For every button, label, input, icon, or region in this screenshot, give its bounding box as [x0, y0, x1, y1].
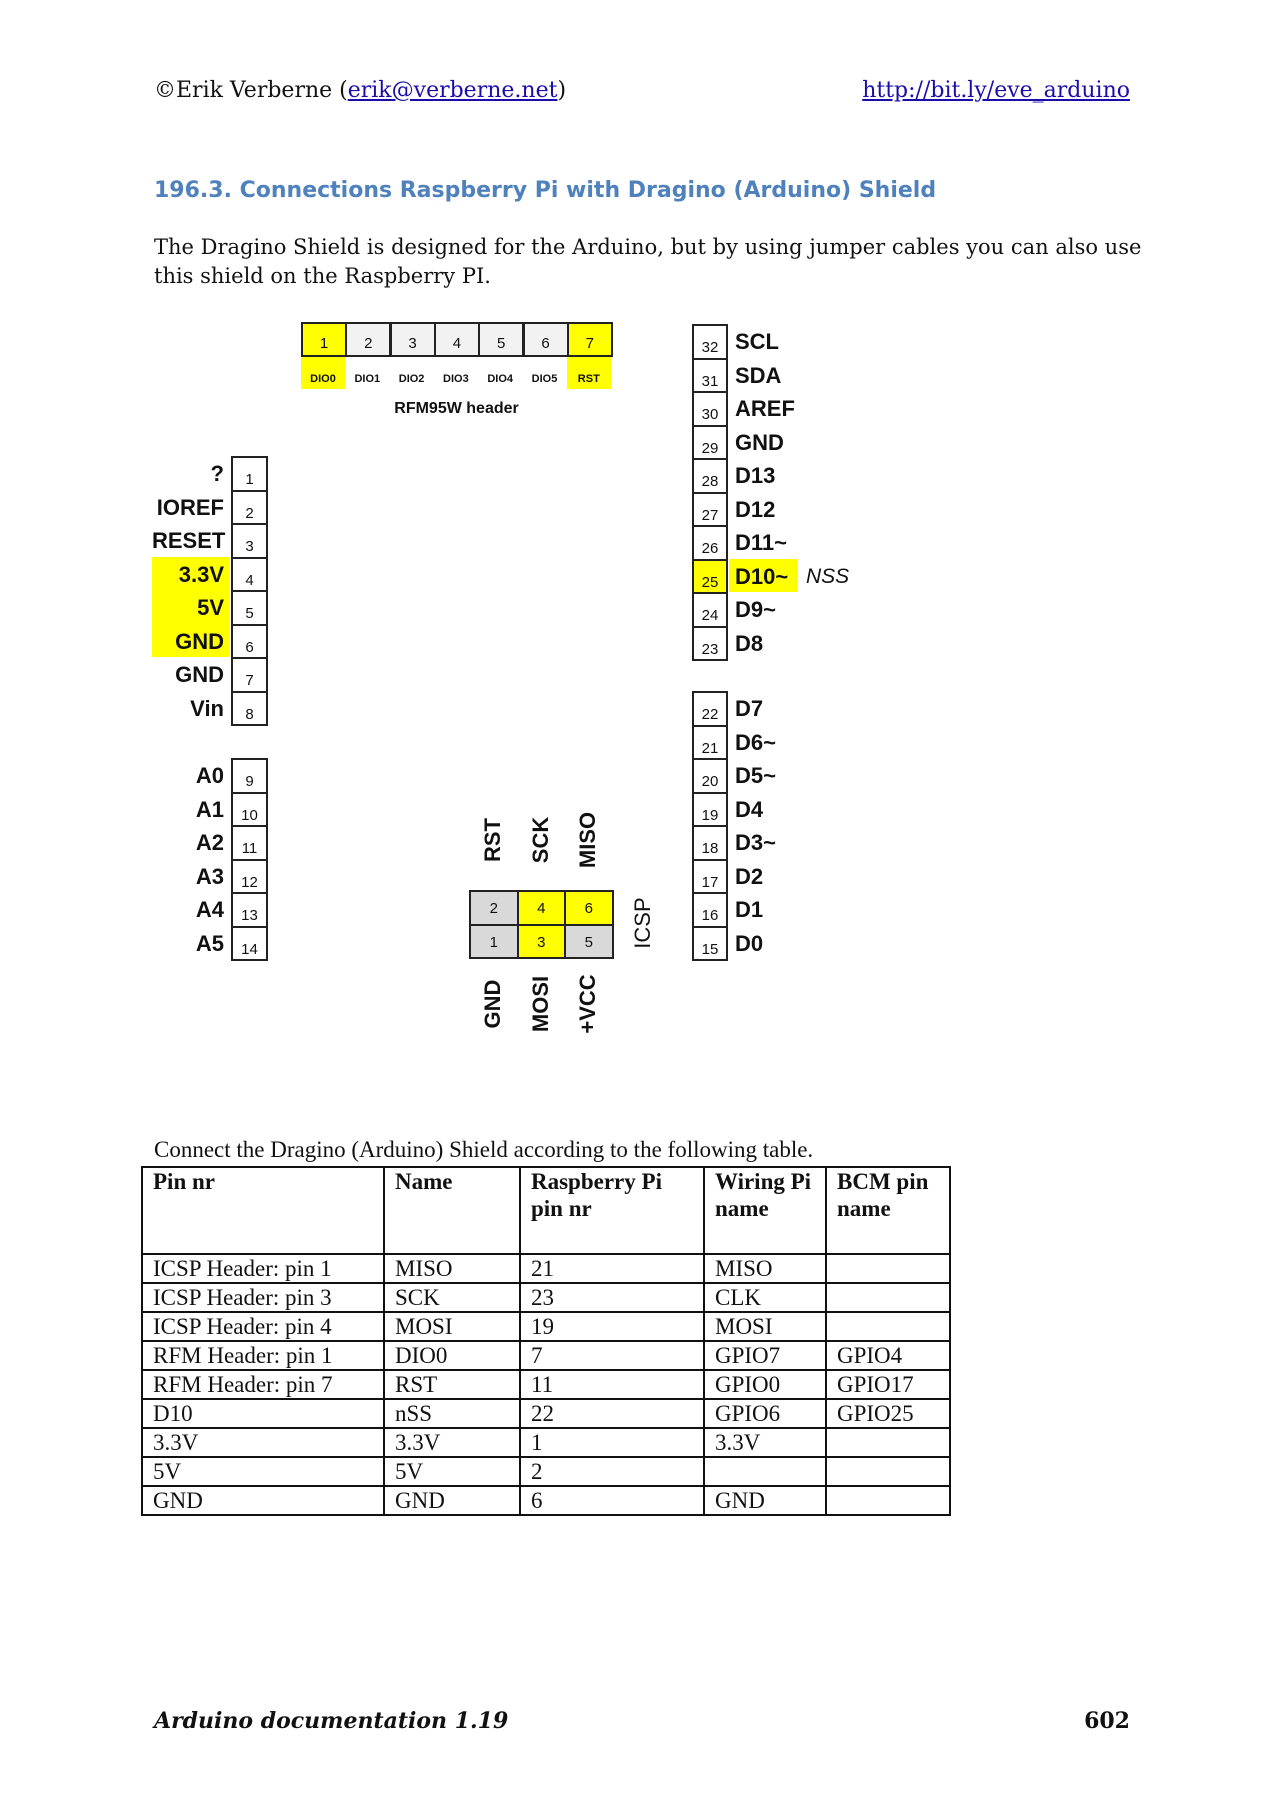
- table-row: [142, 1399, 950, 1428]
- right-pin-label: GND: [735, 429, 784, 455]
- right-header-pin: 22: [692, 691, 728, 727]
- left-header-pin: 8: [231, 691, 268, 727]
- rfm-header-title: RFM95W header: [394, 400, 519, 417]
- right-header-pin: 32: [692, 324, 728, 360]
- rfm-pin-label: DIO1: [354, 373, 381, 385]
- table-cell: [826, 1457, 950, 1486]
- left-pin-label: A2: [195, 830, 224, 855]
- table-row: [142, 1486, 950, 1515]
- left-header-pin: 11: [231, 825, 268, 861]
- website-link[interactable]: http://bit.ly/eve_arduino: [862, 78, 1130, 103]
- left-header-pin: 12: [231, 859, 268, 895]
- table-cell: 6: [520, 1486, 704, 1515]
- table-row: [142, 1283, 950, 1312]
- icsp-pin: 3: [517, 924, 567, 960]
- table-row: [142, 1457, 950, 1486]
- table-cell: GPIO7: [704, 1341, 826, 1370]
- right-pin-label: D0: [735, 930, 764, 956]
- table-row: [142, 1254, 950, 1283]
- table-cell: 3.3V: [384, 1428, 520, 1457]
- table-caption: Connect the Dragino (Arduino) Shield according to the following table.: [154, 1137, 814, 1162]
- left-header-pin: 10: [231, 792, 268, 828]
- left-header-pin: 14: [231, 926, 268, 962]
- left-header-pin: 7: [231, 657, 268, 693]
- left-header-pin: 9: [231, 758, 268, 794]
- right-pin-label: D8: [735, 630, 764, 656]
- table-cell: ICSP Header: pin 1: [142, 1254, 384, 1283]
- table-cell: MOSI: [704, 1312, 826, 1341]
- rfm-pin: 6: [523, 322, 569, 357]
- table-cell: 19: [520, 1312, 704, 1341]
- table-cell: [826, 1283, 950, 1312]
- right-pin-label: D9~: [735, 597, 776, 622]
- table-cell: D10: [142, 1399, 384, 1428]
- column-header: BCM pin name: [826, 1167, 950, 1254]
- right-header-pin: 17: [692, 859, 728, 895]
- table-cell: SCK: [384, 1283, 520, 1312]
- left-header-pin: 3: [231, 523, 268, 559]
- left-pin-label: A3: [195, 863, 224, 889]
- rfm-pin: 3: [390, 322, 436, 357]
- column-header: Pin nr: [142, 1167, 384, 1254]
- table-cell: nSS: [384, 1399, 520, 1428]
- right-pin-label: D13: [735, 463, 776, 488]
- table-cell: [826, 1312, 950, 1341]
- rfm-pin-label: DIO3: [443, 373, 469, 385]
- left-header-pin: 4: [231, 557, 268, 593]
- copyright-text: ©Erik Verberne (: [154, 78, 348, 103]
- left-pin-label: 3.3V: [152, 557, 230, 591]
- table-cell: RST: [384, 1370, 520, 1399]
- column-header: Wiring Pi name: [704, 1167, 826, 1254]
- table-cell: [704, 1457, 826, 1486]
- right-pin-label: D1: [735, 897, 764, 922]
- rfm-pin-label: DIO0: [301, 357, 345, 389]
- left-pin-label: GND: [152, 624, 230, 658]
- column-header: Raspberry Pi pin nr: [520, 1167, 704, 1254]
- rfm-pin: 2: [345, 322, 391, 357]
- rfm-pin: 4: [434, 322, 480, 357]
- right-pin-label: SDA: [735, 362, 782, 388]
- table-cell: 3.3V: [142, 1428, 384, 1457]
- table-cell: GPIO25: [826, 1399, 950, 1428]
- left-header-pin: 1: [231, 456, 268, 492]
- right-header-pin: 30: [692, 391, 728, 427]
- icsp-pin: 6: [564, 890, 614, 926]
- section-heading: 196.3. Connections Raspberry Pi with Dragino (Arduino) Shield: [154, 178, 937, 203]
- table-cell: 21: [520, 1254, 704, 1283]
- nss-note: NSS: [806, 564, 850, 588]
- table-cell: MISO: [704, 1254, 826, 1283]
- right-header-pin: 15: [692, 926, 728, 962]
- rfm-pin-label: DIO4: [487, 373, 514, 385]
- icsp-pin: 4: [517, 890, 567, 926]
- rfm-pin: 5: [478, 322, 524, 357]
- right-pin-label: D6~: [735, 729, 776, 755]
- table-header-row: [142, 1167, 950, 1254]
- paren: ): [557, 78, 567, 103]
- right-pin-label: D10~: [729, 559, 798, 593]
- right-pin-label: D3~: [735, 830, 776, 855]
- right-header-pin: 26: [692, 525, 728, 561]
- table-cell: GPIO6: [704, 1399, 826, 1428]
- table-cell: DIO0: [384, 1341, 520, 1370]
- right-pin-label: D2: [735, 863, 764, 889]
- icsp-pin-label: GND: [480, 979, 505, 1029]
- table-row: [142, 1312, 950, 1341]
- table-cell: [826, 1254, 950, 1283]
- left-header-pin: 6: [231, 624, 268, 660]
- table-cell: GND: [142, 1486, 384, 1515]
- table-cell: 5V: [142, 1457, 384, 1486]
- right-header-pin: 23: [692, 626, 728, 662]
- right-pin-label: D5~: [735, 763, 776, 788]
- right-header-pin: 21: [692, 725, 728, 761]
- icsp-pin-label: +VCC: [575, 974, 600, 1034]
- table-cell: 22: [520, 1399, 704, 1428]
- left-pin-label: 5V: [152, 590, 230, 624]
- copyright-line: [154, 78, 566, 103]
- table-cell: [826, 1428, 950, 1457]
- right-header-pin: 19: [692, 792, 728, 828]
- right-pin-label: D4: [735, 796, 764, 822]
- icsp-pin-label: SCK: [527, 816, 553, 864]
- table-cell: GND: [384, 1486, 520, 1515]
- left-pin-label: A1: [195, 796, 224, 822]
- right-header-pin: 29: [692, 425, 728, 461]
- table-cell: CLK: [704, 1283, 826, 1312]
- rfm-pin: 7: [567, 322, 613, 357]
- rfm-pin-label: DIO2: [398, 373, 425, 385]
- table-row: [142, 1341, 950, 1370]
- right-header-pin: 16: [692, 892, 728, 928]
- icsp-pin-label: MISO: [575, 811, 600, 869]
- left-header-pin: 5: [231, 590, 268, 626]
- column-header: Name: [384, 1167, 520, 1254]
- icsp-pin-label: RST: [480, 818, 505, 862]
- table-cell: [826, 1486, 950, 1515]
- left-header-pin: 13: [231, 892, 268, 928]
- table-cell: ICSP Header: pin 3: [142, 1283, 384, 1312]
- table-row: [142, 1370, 950, 1399]
- table-cell: 11: [520, 1370, 704, 1399]
- right-pin-label: AREF: [735, 396, 795, 421]
- table-cell: RFM Header: pin 1: [142, 1341, 384, 1370]
- left-pin-label: A4: [195, 897, 224, 922]
- left-header-pin: 2: [231, 490, 268, 526]
- right-header-pin: 24: [692, 592, 728, 628]
- table-cell: 1: [520, 1428, 704, 1457]
- left-pin-label: A5: [195, 930, 224, 956]
- left-pin-label: GND: [175, 662, 224, 687]
- email-link[interactable]: erik@verberne.net: [347, 78, 558, 103]
- table-cell: 5V: [384, 1457, 520, 1486]
- footer-title: Arduino documentation 1.19: [154, 1708, 509, 1734]
- left-pin-label: ?: [210, 461, 224, 486]
- rfm-pin-label: DIO5: [531, 373, 558, 385]
- left-pin-label: Vin: [190, 695, 224, 721]
- right-pin-label: SCL: [735, 329, 779, 354]
- table-cell: 2: [520, 1457, 704, 1486]
- rfm-pin: 1: [301, 322, 347, 357]
- table-cell: MOSI: [384, 1312, 520, 1341]
- table-cell: GND: [704, 1486, 826, 1515]
- left-pin-label: RESET: [152, 528, 226, 553]
- table-row: [142, 1428, 950, 1457]
- right-header-pin: 31: [692, 358, 728, 394]
- icsp-title: ICSP: [630, 897, 655, 949]
- table-cell: ICSP Header: pin 4: [142, 1312, 384, 1341]
- right-pin-label: D7: [735, 696, 764, 721]
- icsp-pin-label: MOSI: [527, 975, 553, 1033]
- icsp-pin: 2: [469, 890, 519, 926]
- left-pin-label: IOREF: [156, 494, 224, 520]
- table-cell: GPIO0: [704, 1370, 826, 1399]
- right-header-pin: 25: [692, 559, 728, 595]
- page-number: 602: [1084, 1708, 1130, 1734]
- table-cell: GPIO4: [826, 1341, 950, 1370]
- table-cell: 3.3V: [704, 1428, 826, 1457]
- rfm-pin-label: RST: [567, 357, 611, 389]
- right-header-pin: 28: [692, 458, 728, 494]
- table-cell: GPIO17: [826, 1370, 950, 1399]
- intro-paragraph: The Dragino Shield is designed for the Arduino, but by using jumper cables you can also use this shield on the Raspberry PI.: [154, 235, 1142, 288]
- icsp-pin: 5: [564, 924, 614, 960]
- table-cell: MISO: [384, 1254, 520, 1283]
- right-header-pin: 20: [692, 758, 728, 794]
- right-header-pin: 18: [692, 825, 728, 861]
- icsp-pin: 1: [469, 924, 519, 960]
- table-cell: 23: [520, 1283, 704, 1312]
- right-pin-label: D11~: [735, 530, 787, 555]
- connection-table: [141, 1166, 951, 1516]
- left-pin-label: A0: [195, 763, 224, 788]
- right-pin-label: D12: [735, 496, 776, 522]
- table-cell: 7: [520, 1341, 704, 1370]
- table-cell: RFM Header: pin 7: [142, 1370, 384, 1399]
- right-header-pin: 27: [692, 492, 728, 528]
